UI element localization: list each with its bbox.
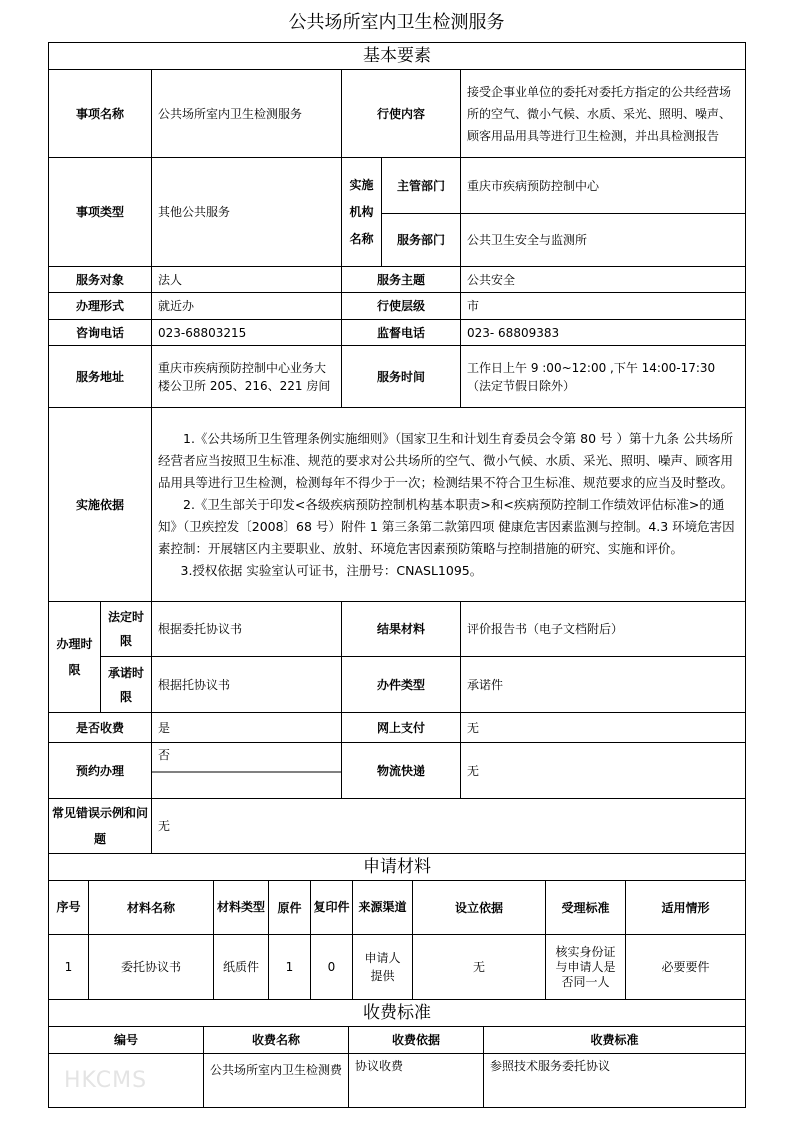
consult-phone-label: 咨询电话 <box>49 320 152 346</box>
appointment-label: 预约办理 <box>49 743 152 799</box>
service-address-label: 服务地址 <box>49 346 152 408</box>
materials-cell: 委托协议书 <box>89 935 214 1000</box>
exercise-level-value: 市 <box>461 293 746 320</box>
materials-cell: 核实身份证与申请人是否同一人 <box>546 935 626 1000</box>
watermark-logo: HKCMS <box>64 1068 148 1093</box>
fees-cell: 参照技术服务委托协议 <box>484 1054 746 1108</box>
basis-item-1: 1.《公共场所卫生管理条例实施细则》（国家卫生和计划生育委员会令第 80 号 ）第十九条 公共场所经营者应当按照卫生标准、规范的要求对公共场所的空气、微小气候、水质、采光、照明、噪声、顾客用品用具等进行卫生检测，检测每年不得少于一次；检测结果不符合卫生标准、规范要求的应当及时整改。 <box>158 430 734 490</box>
section-fees: 收费标准 <box>49 1000 746 1027</box>
result-material-label: 结果材料 <box>342 602 461 657</box>
materials-cell: 无 <box>413 935 546 1000</box>
section-basic: 基本要素 <box>49 43 746 70</box>
promise-limit-value: 根据托协议书 <box>152 657 342 713</box>
materials-table <box>48 880 746 1000</box>
basis-item-2: 2.《卫生部关于印发<各级疾病预防控制机构基本职责>和<疾病预防控制工作绩效评估标准>的通知》（卫疾控发〔2008〕68 号）附件 1 第三条第二款第四项 健康危害因素监测与控制。4.3 环境危害因素控制：开展辖区内主要职业、放射、环境危害因素预防策略与控制措施的研究、实施和评价。 <box>158 496 735 556</box>
fees-cell: 协议收费 <box>349 1054 484 1108</box>
service-time-label: 服务时间 <box>342 346 461 408</box>
online-pay-value: 无 <box>461 713 746 743</box>
supervise-phone-label: 监督电话 <box>342 320 461 346</box>
basic-table <box>48 42 746 881</box>
exercise-content-value: 接受企事业单位的委托对委托方指定的公共经营场所的空气、微小气候、水质、采光、照明、噪声、顾客用品用具等进行卫生检测，并出具检测报告 <box>461 70 746 158</box>
page-title: 公共场所室内卫生检测服务 <box>288 12 505 33</box>
table-row <box>49 935 746 1000</box>
materials-header: 材料类型 <box>214 881 269 935</box>
materials-cell: 申请人提供 <box>353 935 413 1000</box>
service-theme-label: 服务主题 <box>342 267 461 293</box>
materials-cell: 纸质件 <box>214 935 269 1000</box>
service-theme-value: 公共安全 <box>461 267 746 293</box>
supervise-phone-value: 023- 68809383 <box>461 320 746 346</box>
table-row <box>49 1054 746 1108</box>
materials-header: 原件 <box>269 881 311 935</box>
materials-header: 材料名称 <box>89 881 214 935</box>
item-type-label: 事项类型 <box>49 158 152 267</box>
handle-form-label: 办理形式 <box>49 293 152 320</box>
service-address-value: 重庆市疾病预防控制中心业务大楼公卫所 205、216、221 房间 <box>152 346 342 408</box>
case-type-label: 办件类型 <box>342 657 461 713</box>
materials-header: 序号 <box>49 881 89 935</box>
item-name-value: 公共场所室内卫生检测服务 <box>152 70 342 158</box>
legal-limit-label: 法定时限 <box>101 602 152 657</box>
appointment-value: 否 <box>152 743 342 799</box>
charge-label: 是否收费 <box>49 713 152 743</box>
consult-phone-value: 023-68803215 <box>152 320 342 346</box>
materials-header: 复印件 <box>311 881 353 935</box>
fees-header-row <box>49 1027 746 1054</box>
promise-limit-label: 承诺时限 <box>101 657 152 713</box>
materials-header-row <box>49 881 746 935</box>
online-pay-label: 网上支付 <box>342 713 461 743</box>
materials-header: 设立依据 <box>413 881 546 935</box>
fees-header: 编号 <box>49 1027 204 1054</box>
materials-header: 受理标准 <box>546 881 626 935</box>
logistics-value: 无 <box>461 743 746 799</box>
exercise-content-label: 行使内容 <box>342 70 461 158</box>
agency-label: 实施机构名称 <box>342 158 382 267</box>
faq-label: 常见错误示例和问题 <box>49 799 152 854</box>
materials-header: 适用情形 <box>626 881 746 935</box>
fees-cell: 公共场所室内卫生检测费 <box>204 1054 349 1108</box>
faq-value: 无 <box>152 799 746 854</box>
charge-value: 是 <box>152 713 342 743</box>
fees-table <box>48 999 746 1108</box>
handle-form-value: 就近办 <box>152 293 342 320</box>
case-type-value: 承诺件 <box>461 657 746 713</box>
materials-cell: 必要要件 <box>626 935 746 1000</box>
service-target-label: 服务对象 <box>49 267 152 293</box>
service-dept-value: 公共卫生安全与监测所 <box>461 214 746 267</box>
service-time-value: 工作日上午 9 :00~12:00 ,下午 14:00-17:30（法定节假日除外） <box>461 346 746 408</box>
basis-content <box>152 408 746 602</box>
fees-header: 收费名称 <box>204 1027 349 1054</box>
main-dept-value: 重庆市疾病预防控制中心 <box>461 158 746 214</box>
result-material-value: 评价报告书（电子文档附后） <box>461 602 746 657</box>
section-materials: 申请材料 <box>49 854 746 881</box>
time-limit-label: 办理时限 <box>49 602 101 713</box>
fees-header: 收费依据 <box>349 1027 484 1054</box>
basis-label: 实施依据 <box>49 408 152 602</box>
materials-header: 来源渠道 <box>353 881 413 935</box>
materials-cell: 1 <box>49 935 89 1000</box>
legal-limit-value: 根据委托协议书 <box>152 602 342 657</box>
item-type-value: 其他公共服务 <box>152 158 342 267</box>
logistics-label: 物流快递 <box>342 743 461 799</box>
main-dept-label: 主管部门 <box>382 158 461 214</box>
materials-cell: 1 <box>269 935 311 1000</box>
item-name-label: 事项名称 <box>49 70 152 158</box>
exercise-level-label: 行使层级 <box>342 293 461 320</box>
service-target-value: 法人 <box>152 267 342 293</box>
materials-cell: 0 <box>311 935 353 1000</box>
fees-header: 收费标准 <box>484 1027 746 1054</box>
service-dept-label: 服务部门 <box>382 214 461 267</box>
basis-item-3: 3.授权依据 实验室认可证书，注册号：CNASL1095。 <box>180 562 483 578</box>
